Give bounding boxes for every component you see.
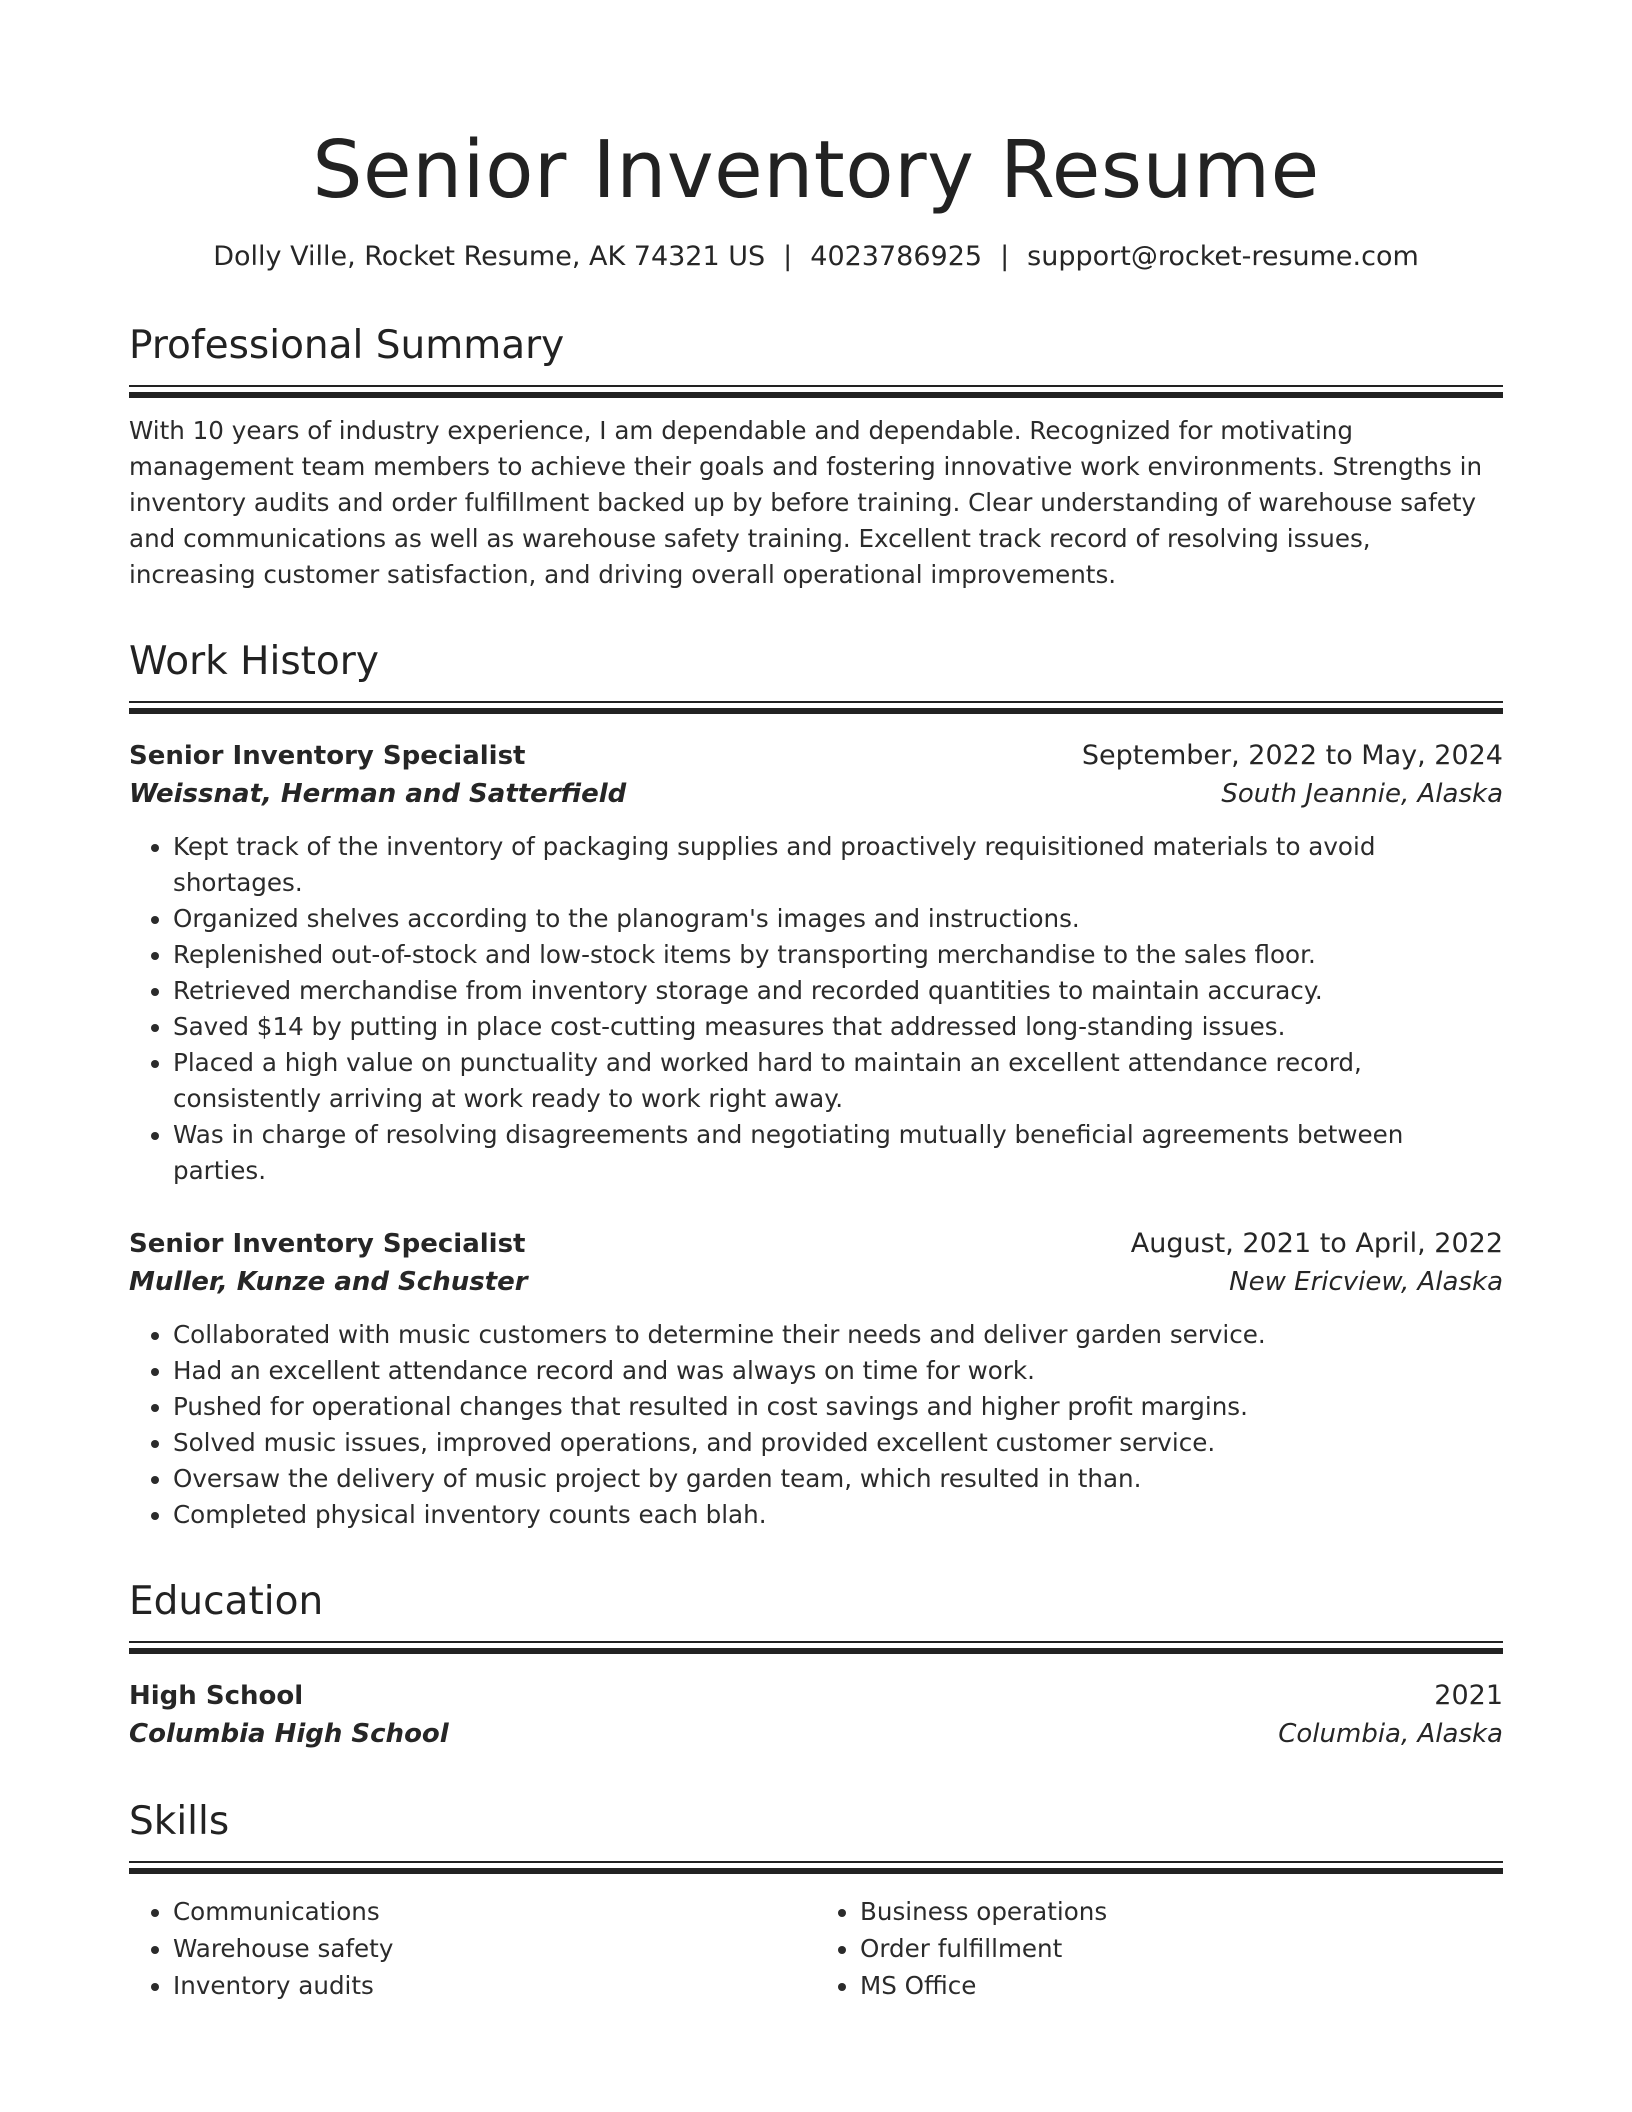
- skill-item: • Inventory audits: [173, 1967, 816, 2004]
- education-section: [129, 1577, 1503, 1753]
- skill-item: • Order fulfillment: [860, 1930, 1503, 1967]
- list-item: • Collaborated with music customers to determine their needs and deliver garden service.: [173, 1317, 1503, 1353]
- contact-phone: 4023786925: [810, 241, 983, 272]
- education-school: Columbia High School: [129, 1719, 449, 1749]
- summary-text: With 10 years of industry experience, I am dependable and dependable. Recognized for motivating management team members to achieve their goals and fostering innovative work environments. Strengths in inventory audits and order fulfillment backed up by before training. Clear understanding of warehouse safety and communications as well as warehouse safety training. Excellent track record of resolving issues, increasing customer satisfaction, and driving overall operational improvements.: [129, 416, 1483, 589]
- section-divider: [129, 701, 1503, 715]
- professional-summary-section: [129, 321, 1503, 593]
- list-item: • Saved $14 by putting in place cost-cutting measures that addressed long-standing issues.: [173, 1009, 1503, 1045]
- skill-item: • Communications: [173, 1893, 816, 1930]
- skills-right-column: [816, 1893, 1503, 2004]
- list-item: • Pushed for operational changes that resulted in cost savings and higher profit margins.: [173, 1389, 1503, 1425]
- job-title: Senior Inventory Specialist: [129, 741, 526, 771]
- list-item: • Solved music issues, improved operations, and provided excellent customer service.: [173, 1425, 1503, 1461]
- list-item: • Kept track of the inventory of packaging supplies and proactively requisitioned materials to avoid shortages.: [173, 829, 1503, 901]
- list-item: • Oversaw the delivery of music project by garden team, which resulted in than.: [173, 1461, 1503, 1497]
- skill-item: • Business operations: [860, 1893, 1503, 1930]
- list-item: • Replenished out-of-stock and low-stock items by transporting merchandise to the sales floor.: [173, 937, 1503, 973]
- contact-address: Dolly Ville, Rocket Resume, AK 74321 US: [213, 241, 766, 272]
- section-heading: Education: [129, 1579, 324, 1624]
- job-dates: September, 2022 to May, 2024: [1081, 740, 1503, 771]
- section-divider: [129, 1641, 1503, 1655]
- section-heading: Work History: [129, 639, 379, 684]
- contact-line: [129, 237, 1503, 277]
- section-divider: [129, 385, 1503, 399]
- job-dates: August, 2021 to April, 2022: [1130, 1228, 1503, 1259]
- contact-separator: |: [783, 241, 793, 272]
- education-location: Columbia, Alaska: [1278, 1719, 1503, 1749]
- skills-section: [129, 1797, 1503, 2004]
- contact-email: support@rocket-resume.com: [1027, 241, 1419, 272]
- job-company: Weissnat, Herman and Satterfield: [129, 779, 627, 809]
- skills-left-column: [129, 1893, 816, 2004]
- skills-columns: [129, 1893, 1503, 2004]
- list-item: • Retrieved merchandise from inventory storage and recorded quantities to maintain accuracy.: [173, 973, 1503, 1009]
- section-heading: Skills: [129, 1799, 230, 1844]
- job-bullets: [129, 1317, 1503, 1533]
- education-entry: [129, 1677, 1503, 1753]
- skill-item: • Warehouse safety: [173, 1930, 816, 1967]
- contact-separator: |: [1000, 241, 1010, 272]
- education-year: 2021: [1434, 1680, 1503, 1711]
- job-location: New Ericview, Alaska: [1229, 1267, 1503, 1297]
- list-item: • Had an excellent attendance record and was always on time for work.: [173, 1353, 1503, 1389]
- list-item: • Placed a high value on punctuality and worked hard to maintain an excellent attendance record, consistently arriving at work ready to work right away.: [173, 1045, 1503, 1117]
- job-company: Muller, Kunze and Schuster: [129, 1267, 528, 1297]
- job-title: Senior Inventory Specialist: [129, 1229, 526, 1259]
- list-item: • Was in charge of resolving disagreements and negotiating mutually beneficial agreements between parties.: [173, 1117, 1503, 1189]
- job-entry: [129, 737, 1503, 1189]
- job-bullets: [129, 829, 1503, 1189]
- education-degree: High School: [129, 1681, 304, 1711]
- work-history-section: [129, 637, 1503, 1533]
- resume-title: Senior Inventory Resume: [312, 124, 1320, 216]
- section-heading: Professional Summary: [129, 323, 565, 368]
- job-location: South Jeannie, Alaska: [1221, 779, 1503, 809]
- list-item: • Completed physical inventory counts each blah.: [173, 1497, 1503, 1533]
- list-item: • Organized shelves according to the planogram's images and instructions.: [173, 901, 1503, 937]
- job-entry: [129, 1225, 1503, 1533]
- skill-item: • MS Office: [860, 1967, 1503, 2004]
- section-divider: [129, 1861, 1503, 1875]
